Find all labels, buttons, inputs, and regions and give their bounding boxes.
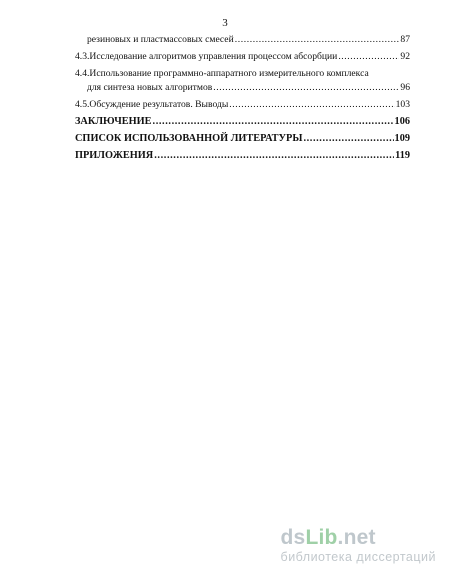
toc-entry-4-4[interactable] xyxy=(75,68,410,80)
toc-entry-4-3[interactable] xyxy=(75,51,410,63)
toc-leader-dots xyxy=(229,99,394,111)
toc-entry-title: для синтеза новых алгоритмов xyxy=(87,82,213,93)
toc-entry-page: 119 xyxy=(395,150,410,161)
toc-leader-dots xyxy=(154,150,394,162)
dslib-subtitle: библиотека диссертаций xyxy=(280,550,436,564)
toc-entry-references[interactable] xyxy=(75,133,410,145)
toc-entry-4-5[interactable] xyxy=(75,99,410,111)
toc-entry-4-4-continued[interactable] xyxy=(75,82,410,94)
toc-entry-conclusion[interactable] xyxy=(75,116,410,128)
toc-entry-title: ЗАКЛЮЧЕНИЕ xyxy=(75,116,152,127)
toc-entry-page: 92 xyxy=(400,51,410,62)
dslib-watermark xyxy=(281,527,436,564)
toc-entry-page: 87 xyxy=(400,34,410,45)
toc-leader-dots xyxy=(213,82,399,94)
toc-entry-appendices[interactable] xyxy=(75,150,410,162)
toc-entry-title: ПРИЛОЖЕНИЯ xyxy=(75,150,154,161)
dslib-logo: dsLib.net xyxy=(280,526,376,549)
toc-leader-dots xyxy=(153,116,394,128)
toc-entry-title: 4.3.Исследование алгоритмов управления процессом абсорбции xyxy=(75,51,338,62)
toc-leader-dots xyxy=(235,34,400,46)
toc-entry-title: 4.4.Использование программно-аппаратного измерительного комплекса xyxy=(75,68,369,79)
toc-leader-dots xyxy=(303,133,393,145)
toc-entry-page: 103 xyxy=(395,99,410,110)
toc-entry-page: 96 xyxy=(400,82,410,93)
toc-entry-title: резиновых и пластмассовых смесей xyxy=(87,34,234,45)
toc-entry-title: СПИСОК ИСПОЛЬЗОВАННОЙ ЛИТЕРАТУРЫ xyxy=(75,133,303,144)
toc-entry-rubber-plastic-mixtures[interactable] xyxy=(75,34,410,46)
toc-leader-dots xyxy=(338,51,399,63)
page-number: 3 xyxy=(222,17,228,29)
table-of-contents xyxy=(75,34,410,167)
toc-entry-page: 106 xyxy=(394,116,410,127)
toc-entry-page: 109 xyxy=(394,133,410,144)
toc-entry-title: 4.5.Обсуждение результатов. Выводы xyxy=(75,99,229,110)
